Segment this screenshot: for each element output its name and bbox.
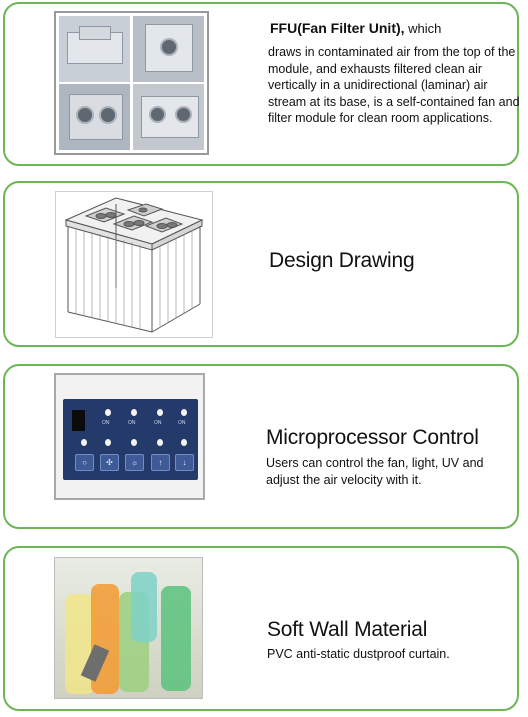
soft-wall-card [3, 546, 519, 711]
panel-label: ON [178, 420, 186, 426]
microprocessor-control-description: Users can control the fan, light, UV and adjust the air velocity with it. [266, 456, 484, 487]
light-button[interactable]: ☼ [125, 454, 144, 471]
soft-wall-curtain-photo [54, 557, 203, 699]
control-panel-photo [54, 373, 205, 500]
ffu-photo-1 [59, 16, 130, 82]
panel-label: ON [102, 420, 110, 426]
ffu-photo-2 [133, 16, 204, 82]
panel-label: ON [154, 420, 162, 426]
ffu-photo-4 [133, 84, 204, 150]
ffu-photo [54, 11, 209, 155]
design-drawing-title: Design Drawing [269, 249, 415, 272]
ffu-description: draws in contaminated air from the top of the module, and exhausts filtered clean air vertically in a unidirectional (laminar) air stream at its base, is a self-contained fan and filter module for clean room applications. [268, 45, 520, 126]
design-drawing-illustration [55, 191, 213, 338]
led-indicator [157, 439, 163, 446]
led-indicator [157, 409, 163, 416]
fan-button[interactable]: ✣ [100, 454, 119, 471]
control-panel [63, 399, 198, 480]
design-drawing-card [3, 181, 519, 347]
microprocessor-control-card [3, 364, 519, 529]
ffu-card [3, 2, 519, 166]
soft-wall-description: PVC anti-static dustproof curtain. [267, 647, 450, 661]
panel-label: ON [128, 420, 136, 426]
led-indicator [105, 439, 111, 446]
speed-up-button[interactable]: ↑ [151, 454, 170, 471]
microprocessor-control-title: Microprocessor Control [266, 426, 479, 449]
panel-display [72, 410, 85, 431]
curtain-roll-green-2 [161, 586, 191, 691]
led-indicator [105, 409, 111, 416]
curtain-roll-teal [131, 572, 157, 642]
ffu-title-line [270, 20, 518, 37]
power-button[interactable]: ○ [75, 454, 94, 471]
led-indicator [181, 409, 187, 416]
ffu-title: FFU(Fan Filter Unit), [270, 20, 405, 36]
ffu-photo-3 [59, 84, 130, 150]
led-indicator [181, 439, 187, 446]
led-indicator [81, 439, 87, 446]
led-indicator [131, 439, 137, 446]
soft-wall-title: Soft Wall Material [267, 618, 428, 641]
ffu-title-suffix: which [408, 21, 442, 36]
speed-down-button[interactable]: ↓ [175, 454, 194, 471]
led-indicator [131, 409, 137, 416]
